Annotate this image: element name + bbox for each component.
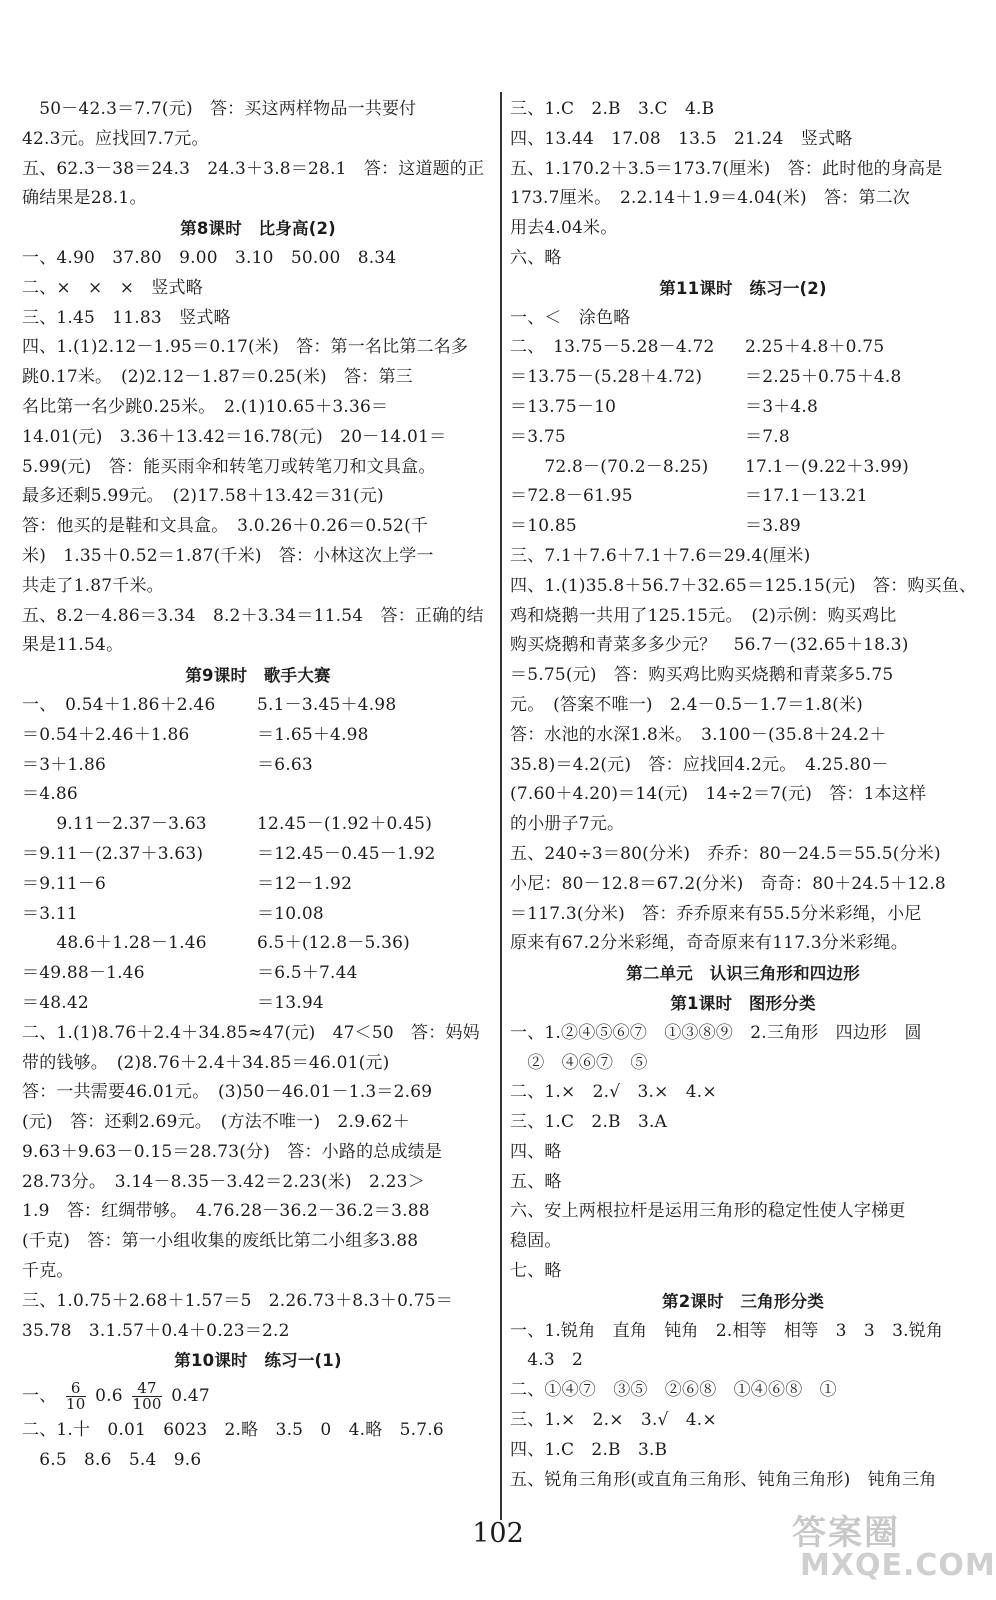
answer-line: 1.9 答：红绸带够。 4.76.28－36.2－36.2＝3.88	[22, 1201, 430, 1222]
answer-line: 二、× × × 竖式略	[22, 277, 203, 298]
answer-line: 五、240÷3＝80(分米) 乔乔：80－24.5＝55.5(分米)	[510, 843, 941, 864]
answer-line: 28.73分。 3.14－8.35－3.42＝2.23(米) 2.23＞	[22, 1171, 425, 1192]
fraction-prefix: 一、	[22, 1386, 57, 1407]
calc-row	[22, 989, 494, 1019]
section-heading: 第9课时 歌手大赛	[185, 666, 331, 686]
calc-row	[22, 751, 494, 781]
answer-line: 跳0.17米。 (2)2.12－1.87＝0.25(米) 答：第三	[22, 367, 413, 388]
answer-line: 50－42.3＝7.7(元) 答：买这两样物品一共要付	[22, 99, 417, 119]
answer-line: 七、略	[510, 1261, 562, 1282]
right-column	[510, 95, 976, 1495]
answer-line: 三、1.C 2.B 3.A	[510, 1112, 668, 1133]
calc-row	[22, 721, 494, 751]
answer-line: 五、62.3－38＝24.3 24.3＋3.8＝28.1 答：这道题的正	[22, 158, 485, 179]
calc-row	[22, 691, 494, 721]
calc-left: ＝49.88－1.46	[22, 963, 145, 984]
calc-right: 2.25＋4.8＋0.75	[745, 337, 885, 358]
answer-line: 答：一共需要46.01元。 (3)50－46.01－1.3＝2.69	[22, 1082, 433, 1103]
answer-line: 鸡和烧鹅一共用了125.15元。 (2)示例：购买鸡比	[510, 605, 897, 626]
answer-line: 42.3元。应找回7.7元。	[22, 128, 209, 149]
calc-row	[510, 393, 976, 423]
calc-left: 9.11－2.37－3.63	[22, 814, 207, 835]
calc-right: ＝12.45－0.45－1.92	[257, 843, 436, 864]
answer-line: 米) 1.35＋0.52＝1.87(千米) 答：小林这次上学一	[22, 545, 434, 566]
answer-line: (元) 答：还剩2.69元。 (方法不唯一) 2.9.62＋	[22, 1112, 410, 1133]
calc-right: 12.45－(1.92＋0.45)	[257, 814, 433, 835]
answer-line: 五、1.170.2＋3.5＝173.7(厘米) 答：此时他的身高是	[510, 158, 943, 179]
calc-right: ＝17.1－13.21	[745, 486, 868, 507]
calc-right: ＝3.89	[745, 516, 801, 537]
fraction-line	[22, 1376, 494, 1416]
section-heading: 第2课时 三角形分类	[662, 1291, 824, 1311]
left-column	[22, 95, 494, 1476]
section-heading: 第11课时 练习一(2)	[659, 278, 827, 298]
calc-left: ＝9.11－(2.37＋3.63)	[22, 843, 204, 864]
answer-line: 6.5 8.6 5.4 9.6	[22, 1450, 202, 1471]
answer-line: 果是11.54。	[22, 635, 124, 656]
answer-line: (7.60＋4.20)＝14(元) 14÷2＝7(元) 答：1本这样	[510, 784, 927, 805]
calc-left: ＝3＋1.86	[22, 754, 107, 775]
answer-line: 二、1.十 0.01 6023 2.略 3.5 0 4.略 5.7.6	[22, 1420, 444, 1441]
calc-row	[22, 959, 494, 989]
answer-line: 二、1.(1)8.76＋2.4＋34.85≈47(元) 47＜50 答：妈妈	[22, 1022, 480, 1043]
section-heading: 第二单元 认识三角形和四边形	[626, 964, 860, 984]
answer-line: 六、安上两根拉杆是运用三角形的稳定性使人字梯更	[510, 1201, 906, 1222]
answer-line: 四、略	[510, 1141, 562, 1162]
calc-row	[510, 363, 976, 393]
calc-row	[22, 780, 494, 810]
answer-line: 35.8)＝4.2(元) 答：应找回4.2元。 4.25.80－	[510, 754, 889, 775]
fraction-end: 0.47	[171, 1386, 210, 1407]
calc-row	[22, 840, 494, 870]
calc-right: ＝6.63	[257, 754, 313, 775]
left-calc-block	[22, 691, 494, 1019]
answer-line: 五、锐角三角形(或直角三角形、钝角三角形) 钝角三角	[510, 1469, 937, 1490]
answer-line: 三、7.1＋7.6＋7.1＋7.6＝29.4(厘米)	[510, 545, 811, 566]
calc-right: ＝13.94	[257, 992, 324, 1013]
calc-row	[22, 810, 494, 840]
answer-line: 4.3 2	[510, 1350, 584, 1371]
calc-right: ＝6.5＋7.44	[257, 963, 358, 984]
watermark-logo: 答案圈	[792, 1513, 900, 1553]
answer-line: 的小册子7元。	[510, 814, 625, 835]
answer-line: 最多还剩5.99元。 (2)17.58＋13.42＝31(元)	[22, 486, 384, 507]
section-heading: 第8课时 比身高(2)	[180, 219, 336, 239]
watermark-url: MXQE.COM	[800, 1548, 996, 1583]
calc-left: ＝48.42	[22, 992, 89, 1013]
calc-left: ＝3.11	[22, 903, 78, 924]
calc-right: ＝10.08	[257, 903, 324, 924]
answer-line: ＝117.3(分米) 答：乔乔原来有55.5分米彩绳，小尼	[510, 903, 922, 924]
fraction-2: $\frac{47}{100}$	[132, 1379, 162, 1414]
calc-left: ＝0.54＋2.46＋1.86	[22, 724, 190, 745]
answer-line: 带的钱够。 (2)8.76＋2.4＋34.85＝46.01(元)	[22, 1052, 390, 1073]
right-calc-block	[510, 333, 976, 542]
answer-line: 千克。	[22, 1261, 74, 1282]
answer-line: 173.7厘米。 2.2.14＋1.9＝4.04(米) 答：第二次	[510, 188, 910, 209]
answer-line: 5.99(元) 答：能买雨伞和转笔刀或转笔刀和文具盒。	[22, 456, 436, 477]
calc-row	[510, 423, 976, 453]
section-heading: 第1课时 图形分类	[670, 993, 816, 1013]
answer-line: 三、1.0.75＋2.68＋1.57＝5 2.26.73＋8.3＋0.75＝	[22, 1290, 453, 1311]
page-number: 102	[472, 1518, 524, 1549]
calc-left: 一、 0.54＋1.86＋2.46	[22, 694, 216, 715]
calc-right: ＝1.65＋4.98	[257, 724, 369, 745]
answer-line: 三、1.C 2.B 3.C 4.B	[510, 99, 715, 119]
answer-line: 原来有67.2分米彩绳，奇奇原来有117.3分米彩绳。	[510, 933, 908, 954]
answer-line: 一、4.90 37.80 9.00 3.10 50.00 8.34	[22, 247, 397, 268]
calc-right: 5.1－3.45＋4.98	[257, 694, 397, 715]
calc-row	[510, 482, 976, 512]
calc-right: ＝3＋4.8	[745, 396, 819, 417]
answer-line: 四、1.(1)35.8＋56.7＋32.65＝125.15(元) 答：购买鱼、	[510, 575, 977, 596]
answer-line: 用去4.04米。	[510, 218, 618, 239]
answer-line: 一、1.锐角 直角 钝角 2.相等 相等 3 3 3.锐角	[510, 1320, 944, 1341]
calc-left: ＝13.75－(5.28＋4.72)	[510, 367, 703, 388]
answer-line: 确结果是28.1。	[22, 188, 147, 209]
column-divider	[500, 92, 502, 1520]
calc-right: ＝2.25＋0.75＋4.8	[745, 367, 902, 388]
answer-line: 一、＜ 涂色略	[510, 307, 631, 328]
calc-row	[22, 900, 494, 930]
answer-line: (千克) 答：第一小组收集的废纸比第二小组多3.88	[22, 1231, 419, 1252]
calc-left: 二、 13.75－5.28－4.72	[510, 337, 715, 358]
calc-left: ＝72.8－61.95	[510, 486, 633, 507]
answer-line: 六、略	[510, 247, 562, 268]
answer-line: 9.63＋9.63－0.15＝28.73(分) 答：小路的总成绩是	[22, 1141, 443, 1162]
answer-line: 四、13.44 17.08 13.5 21.24 竖式略	[510, 128, 853, 149]
answer-line: 四、1.C 2.B 3.B	[510, 1439, 668, 1460]
answer-line: 小尼：80－12.8＝67.2(分米) 奇奇：80＋24.5＋12.8	[510, 873, 946, 894]
calc-row	[510, 512, 976, 542]
calc-right: 6.5＋(12.8－5.36)	[257, 933, 411, 954]
answer-line: 35.78 3.1.57＋0.4＋0.23＝2.2	[22, 1320, 290, 1341]
calc-left: ＝9.11－6	[22, 873, 107, 894]
answer-line: 二、1.× 2.√ 3.× 4.×	[510, 1082, 717, 1103]
answer-line: 二、①④⑦ ③⑤ ②⑥⑧ ①④⑥⑧ ①	[510, 1380, 837, 1401]
calc-left: ＝4.86	[22, 784, 78, 805]
calc-left: 72.8－(70.2－8.25)	[510, 456, 709, 477]
answer-line: 购买烧鹅和青菜多多少元？ 56.7－(32.65＋18.3)	[510, 635, 909, 656]
fraction-mid: 0.6	[95, 1386, 123, 1407]
section-heading: 第10课时 练习一(1)	[174, 1351, 342, 1371]
answer-line: 14.01(元) 3.36＋13.42＝16.78(元) 20－14.01＝	[22, 426, 447, 447]
answer-line: 三、1.× 2.× 3.√ 4.×	[510, 1410, 717, 1431]
answer-line: 答：水池的水深1.8米。 3.100－(35.8＋24.2＋	[510, 724, 887, 745]
calc-left: ＝3.75	[510, 426, 566, 447]
answer-line: 五、略	[510, 1171, 562, 1192]
answer-line: 答：他买的是鞋和文具盒。 3.0.26＋0.26＝0.52(千	[22, 516, 429, 537]
answer-line: 名比第一名少跳0.25米。 2.(1)10.65＋3.36＝	[22, 396, 389, 417]
calc-row	[22, 870, 494, 900]
calc-left: ＝13.75－10	[510, 396, 617, 417]
answer-line: 稳固。	[510, 1231, 562, 1252]
calc-left: 48.6＋1.28－1.46	[22, 933, 207, 954]
answer-line: 一、1.②④⑤⑥⑦ ①③⑧⑨ 2.三角形 四边形 圆	[510, 1022, 922, 1043]
fraction-1: $\frac{6}{10}$	[66, 1379, 86, 1414]
answer-line: 五、8.2－4.86＝3.34 8.2＋3.34＝11.54 答：正确的结	[22, 605, 484, 626]
answer-line: ＝5.75(元) 答：购买鸡比购买烧鹅和青菜多5.75	[510, 665, 894, 686]
answer-line: 四、1.(1)2.12－1.95＝0.17(米) 答：第一名比第二名多	[22, 337, 469, 358]
answer-line: 三、1.45 11.83 竖式略	[22, 307, 231, 328]
answer-line: 元。 (答案不唯一) 2.4－0.5－1.7＝1.8(米)	[510, 694, 863, 715]
calc-row	[510, 453, 976, 483]
calc-right: 17.1－(9.22＋3.99)	[745, 456, 910, 477]
calc-right: ＝7.8	[745, 426, 790, 447]
calc-row	[22, 929, 494, 959]
calc-left: ＝10.85	[510, 516, 577, 537]
answer-line: ② ④⑥⑦ ⑤	[510, 1052, 648, 1073]
calc-row	[510, 333, 976, 363]
calc-right: ＝12－1.92	[257, 873, 353, 894]
answer-line: 共走了1.87千米。	[22, 575, 164, 596]
